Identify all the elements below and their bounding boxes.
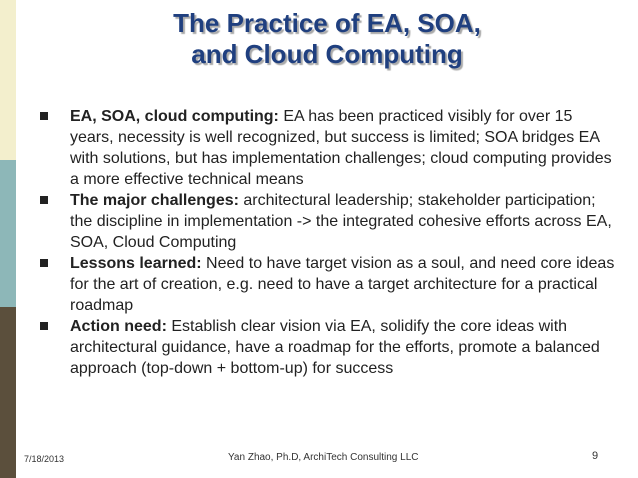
left-accent-strip-bottom bbox=[0, 307, 16, 478]
bullet-item bbox=[38, 106, 618, 190]
footer-author: Yan Zhao, Ph.D, ArchiTech Consulting LLC bbox=[228, 452, 419, 463]
bullet-lead: Action need: bbox=[70, 318, 167, 335]
bullet-lead: Lessons learned: bbox=[70, 255, 202, 272]
bullet-list bbox=[38, 106, 618, 379]
bullet-text: Need to have target vision as a soul, and need core ideas for the art of creation, e.g. need to have a target architecture for a practical roadmap bbox=[70, 255, 615, 314]
slide-title-line-2: and Cloud Computing bbox=[191, 39, 463, 69]
square-bullet-icon bbox=[40, 196, 48, 204]
bullet-item bbox=[38, 190, 618, 253]
bullet-lead: The major challenges: bbox=[70, 192, 239, 209]
bullet-lead: EA, SOA, cloud computing: bbox=[70, 108, 279, 125]
footer-date: 7/18/2013 bbox=[24, 454, 65, 464]
left-accent-strip-top bbox=[0, 0, 16, 160]
slide-title bbox=[16, 8, 638, 70]
footer-page-number: 9 bbox=[592, 450, 599, 462]
bullet-item bbox=[38, 316, 618, 379]
bullet-item bbox=[38, 253, 618, 316]
bullet-text: Establish clear vision via EA, solidify the core ideas with architectural guidance, have a roadmap for the efforts, promote a balanced approach (top-down + bottom-up) for success bbox=[70, 318, 600, 377]
square-bullet-icon bbox=[40, 112, 48, 120]
square-bullet-icon bbox=[40, 259, 48, 267]
left-accent-strip-middle bbox=[0, 160, 16, 307]
square-bullet-icon bbox=[40, 322, 48, 330]
bullet-text: EA has been practiced visibly for over 15 years, necessity is well recognized, but success is limited; SOA bridges EA with solutions, but has implementation challenges; cloud computing provides a more effective technical means bbox=[70, 108, 612, 188]
bullet-text: architectural leadership; stakeholder participation; the discipline in implementation -> the integrated cohesive efforts across EA, SOA, Cloud Computing bbox=[70, 192, 612, 251]
slide-title-line-1: The Practice of EA, SOA, bbox=[173, 8, 481, 38]
